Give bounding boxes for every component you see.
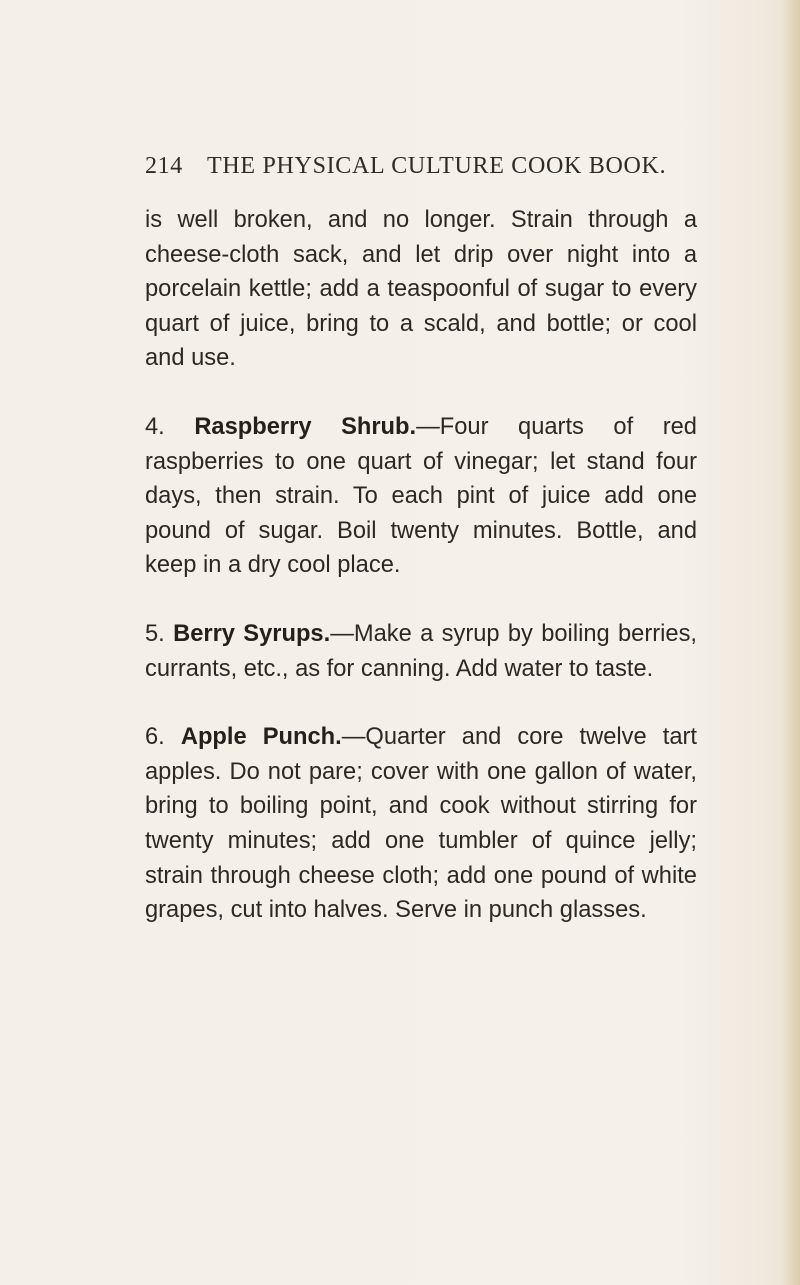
recipe-berry-syrups — [145, 617, 697, 686]
recipe-title: Raspberry Shrub. — [194, 413, 417, 440]
recipe-number: 6. — [145, 724, 165, 751]
page-number: 214 — [145, 153, 183, 179]
running-head: THE PHYSICAL CULTURE COOK BOOK. — [207, 153, 667, 179]
recipe-text: —Quarter and core twelve tart apples. Do not pare; cover with one gallon of water, bring to boiling point, and cook without stirring for twenty minutes; add one tumbler of quince jelly; strain through cheese cloth; add one pound of white grapes, cut into halves. Serve in punch glasses. — [145, 724, 697, 924]
page-body — [145, 203, 697, 928]
page-header — [145, 153, 685, 187]
recipe-number: 5. — [145, 620, 165, 647]
recipe-apple-punch — [145, 720, 697, 928]
page-edge-shadow — [782, 0, 800, 1285]
recipe-text: —Four quarts of red raspberries to one quart of vinegar; let stand four days, then strain. To each pint of juice add one pound of sugar. Boil twenty minutes. Bottle, and keep in a dry cool place. — [145, 413, 697, 579]
continued-paragraph: is well broken, and no longer. Strain through a cheese-cloth sack, and let drip over night into a porcelain kettle; add a teaspoonful of sugar to every quart of juice, bring to a scald, and bottle; or cool and use. — [145, 207, 697, 372]
recipe-number: 4. — [145, 413, 165, 440]
recipe-text: —Make a syrup by boiling berries, currants, etc., as for canning. Add water to taste. — [145, 620, 697, 682]
recipe-raspberry-shrub — [145, 410, 697, 583]
recipe-title: Berry Syrups. — [173, 620, 331, 647]
recipe-title: Apple Punch. — [180, 724, 342, 751]
